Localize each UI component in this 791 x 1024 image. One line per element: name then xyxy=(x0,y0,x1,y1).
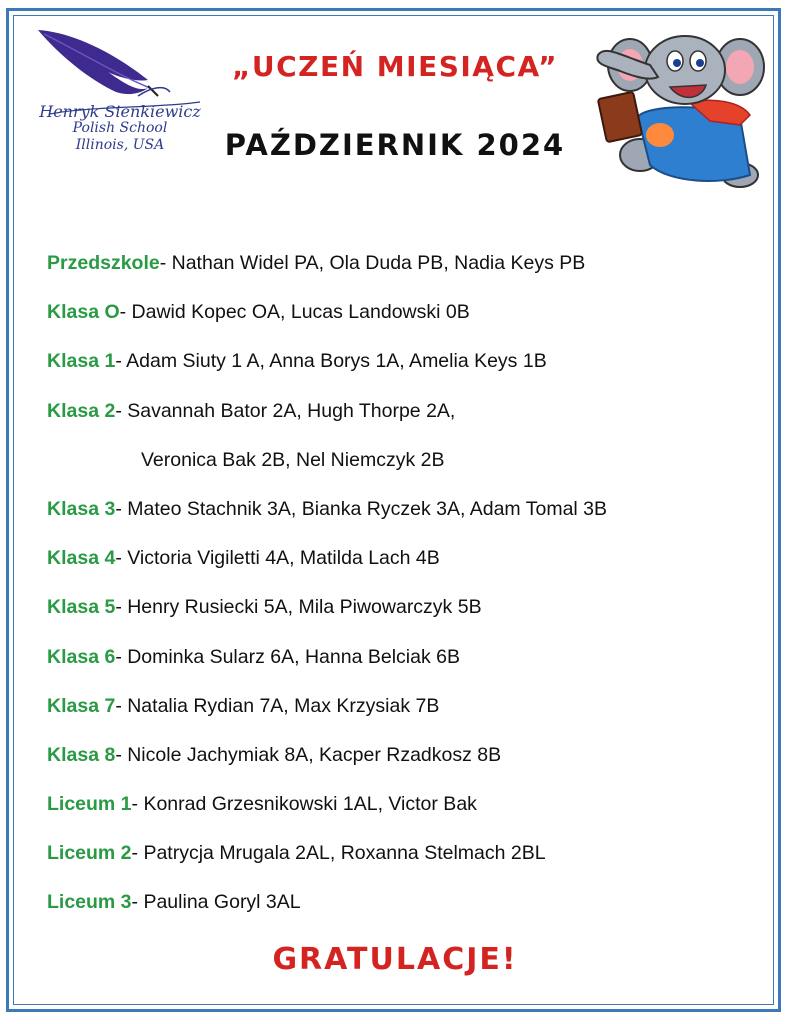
class-label: Klasa 3 xyxy=(47,497,116,520)
class-label: Liceum 2 xyxy=(47,842,132,865)
elephant-mascot-icon xyxy=(590,25,775,190)
list-item xyxy=(47,838,767,887)
class-label: Klasa 4 xyxy=(47,547,116,570)
list-item xyxy=(47,789,767,838)
list-item xyxy=(47,543,767,592)
page-title: „UCZEŃ MIESIĄCA” xyxy=(231,50,558,83)
student-names: - Adam Siuty 1 A, Anna Borys 1A, Amelia Keys 1B xyxy=(115,350,547,373)
student-names: - Dawid Kopec OA, Lucas Landowski 0B xyxy=(119,301,470,324)
list-item xyxy=(47,592,767,641)
student-names: - Nicole Jachymiak 8A, Kacper Rzadkosz 8B xyxy=(115,743,502,766)
list-item xyxy=(47,642,767,691)
student-names: - Victoria Vigiletti 4A, Matilda Lach 4B xyxy=(115,547,440,570)
class-label: Klasa 8 xyxy=(47,743,116,766)
class-label: Przedszkole xyxy=(47,252,160,274)
list-item xyxy=(47,887,767,936)
class-label: Klasa 5 xyxy=(47,596,116,619)
list-item xyxy=(47,740,767,789)
list-item-continuation xyxy=(47,445,767,494)
class-label: Klasa 7 xyxy=(47,694,116,717)
class-label: Liceum 1 xyxy=(47,793,132,816)
class-label: Liceum 3 xyxy=(47,891,132,914)
student-names: - Dominka Sularz 6A, Hanna Belciak 6B xyxy=(115,645,460,668)
list-item xyxy=(47,494,767,543)
logo-school-name: Henryk Sienkiewicz xyxy=(39,102,201,121)
month-heading: PAŹDZIERNIK 2024 xyxy=(224,128,566,162)
list-item xyxy=(47,346,767,395)
list-item xyxy=(47,297,767,346)
student-names: - Nathan Widel PA, Ola Duda PB, Nadia Keys PB xyxy=(159,252,586,274)
class-label: Klasa 2 xyxy=(47,399,116,422)
logo-location: Illinois, USA xyxy=(75,137,165,153)
student-names: - Mateo Stachnik 3A, Bianka Ryczek 3A, Adam Tomal 3B xyxy=(115,497,608,520)
student-list xyxy=(47,248,767,937)
list-item xyxy=(47,691,767,740)
student-names: - Patrycja Mrugala 2AL, Roxanna Stelmach 2BL xyxy=(131,842,546,865)
student-names: - Natalia Rydian 7A, Max Krzysiak 7B xyxy=(115,694,440,717)
class-label: Klasa O xyxy=(47,301,120,324)
class-label: Klasa 1 xyxy=(47,350,116,373)
congratulations-text: GRATULACJE! xyxy=(272,942,518,977)
list-item xyxy=(47,396,767,445)
student-names: - Paulina Goryl 3AL xyxy=(131,891,301,914)
list-item xyxy=(47,248,767,297)
class-label: Klasa 6 xyxy=(47,645,116,668)
student-names: - Savannah Bator 2A, Hugh Thorpe 2A, xyxy=(115,399,456,422)
student-names: Veronica Bak 2B, Nel Niemczyk 2B xyxy=(141,448,445,471)
school-logo-text xyxy=(34,103,206,154)
student-names: - Henry Rusiecki 5A, Mila Piwowarczyk 5B xyxy=(115,596,482,619)
student-names: - Konrad Grzesnikowski 1AL, Victor Bak xyxy=(131,793,477,816)
logo-school-type: Polish School xyxy=(72,120,168,136)
